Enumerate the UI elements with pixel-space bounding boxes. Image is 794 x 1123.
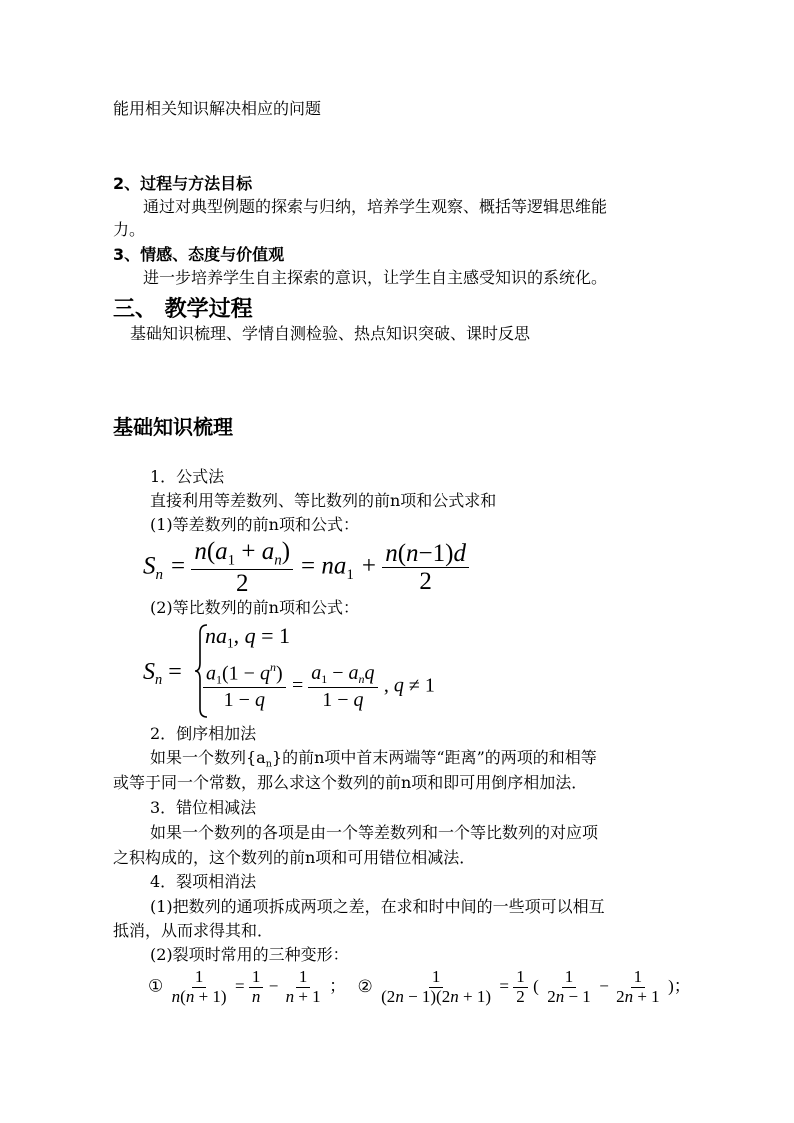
method4-title: 4．裂项相消法 [150,872,257,891]
method1-text: 直接利用等差数列、等比数列的前n项和公式求和 [150,491,497,510]
method4-text-line2: 抵消，从而求得其和． [113,921,274,940]
method1-sub1: (1)等差数列的前n项和公式： [150,515,359,534]
intro-text: 能用相关知识解决相应的问题 [113,99,322,118]
goal2-title: 2、过程与方法目标 [113,174,253,193]
geometric-sum-formula: $S_n$ = $na_1$, q = 1 $\frac{a_1(1 - q^n)}{1 - q}$ = $\frac{a_1 - a_nq}{1 - q}$ , q ≠ 1 [143,621,463,721]
goal2-text-line2: 力。 [113,220,146,239]
method4-text-line3: (2)裂项时常用的三种变形： [150,945,349,964]
method1-sub2: (2)等比数列的前n项和公式： [150,598,359,617]
basics-title: 基础知识梳理 [113,415,233,439]
method3-text-line1: 如果一个数列的各项是由一个等差数列和一个等比数列的对应项 [150,823,599,842]
goal3-title: 3、情感、态度与价值观 [113,245,285,264]
method3-title: 3．错位相减法 [150,798,257,817]
goal2-text-line1: 通过对典型例题的探索与归纳，培养学生观察、概括等逻辑思维能 [143,197,608,216]
partial-fraction-formulas: ① $\frac{1}{n(n + 1)}$ = $\frac{1}{n}$ − $\frac{1}{n + 1}$ ； ② $\frac{1}{(2n - 1)(2n + 1)}$ = $\frac{1}{2}$ ( $\frac{1}{2n - 1}$ − $\frac{1}{2n + 1}$ )； [148,967,691,1006]
method3-text-line2: 之积构成的，这个数列的前n项和可用错位相减法． [113,848,476,867]
method4-text-line1: (1)把数列的通项拆成两项之差，在求和时中间的一些项可以相互 [150,897,605,916]
method2-text-line1: 如果一个数列$\{a_n\}$的前n项中首末两端等“距离”的两项的和相等 [150,748,597,770]
section3-steps: 基础知识梳理、学情自测检验、热点知识突破、课时反思 [130,324,531,343]
method1-title: 1．公式法 [150,467,225,486]
goal3-text: 进一步培养学生自主探索的意识，让学生自主感受知识的系统化。 [143,268,608,287]
section3-title: 三、 教学过程 [113,297,253,322]
method2-title: 2．倒序相加法 [150,724,257,743]
arithmetic-sum-formula: $S_n$ = $\frac{n(a_1 + a_n)}{2}$ = $na_1$ + $\frac{n(n-1)d}{2}$ [143,537,469,597]
method2-text-line2: 或等于同一个常数，那么求这个数列的前n项和即可用倒序相加法． [113,773,588,792]
